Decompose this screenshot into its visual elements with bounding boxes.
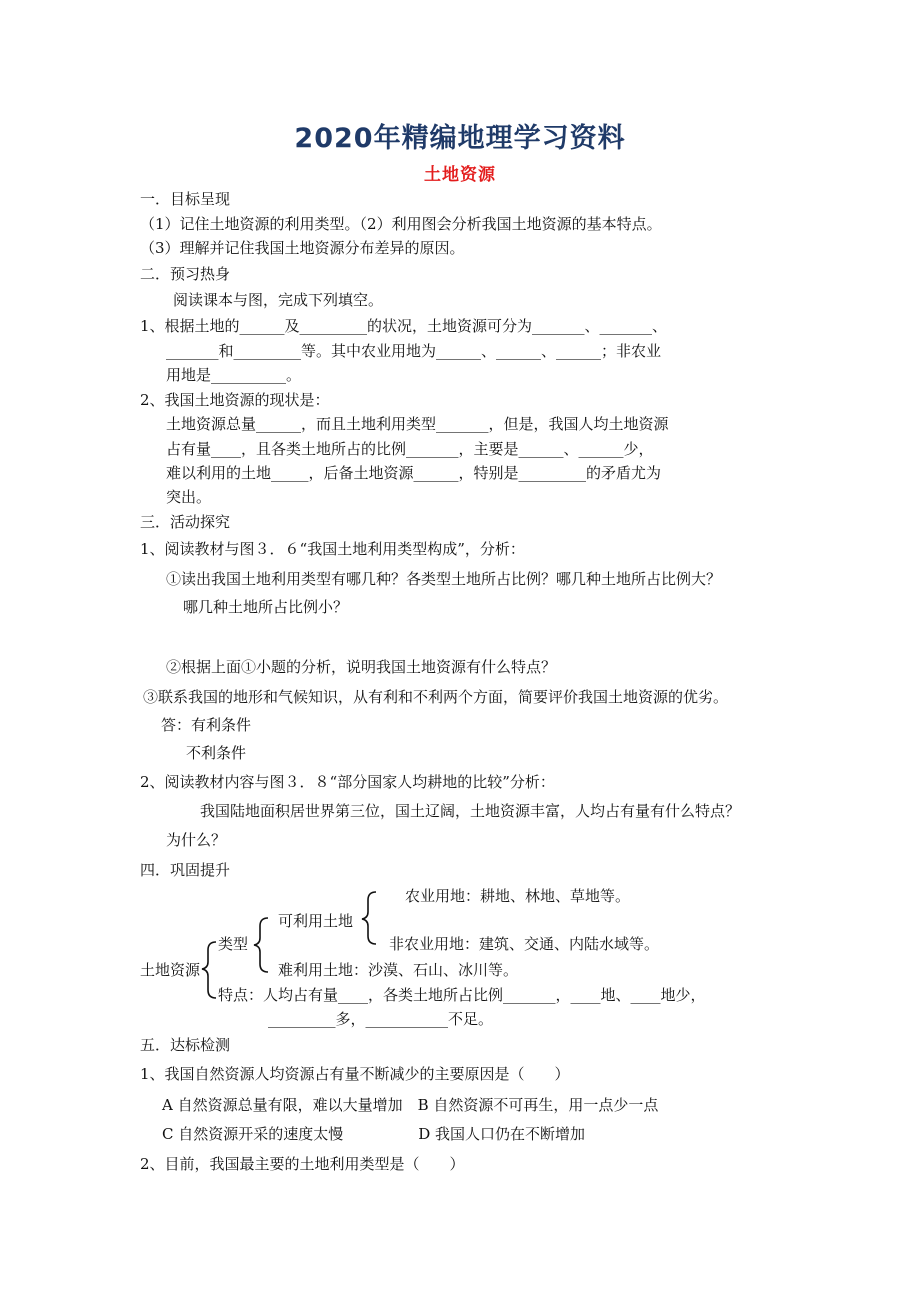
section-heading-explore: 三．活动探究 [140,513,231,531]
preview-q2-line-3: 难以利用的土地_____，后备土地资源______，特别是_________的矛盾尤为 [166,464,662,482]
answer-favorable: 答：有利条件 [161,716,252,734]
explore-q2-line-2: 为什么？ [166,831,227,849]
section-heading-consolidate: 四．巩固提升 [140,861,231,879]
tree-nonagri-land: 非农业用地：建筑、交通、内陆水域等。 [389,935,660,953]
tree-agri-land: 农业用地：耕地、林地、草地等。 [405,887,631,905]
preview-q2-line-2: 占有量____，且各类土地所占的比例_______，主要是______、______少， [166,440,654,458]
explore-q1b: ②根据上面①小题的分析，说明我国土地资源有什么特点？ [166,658,557,676]
preview-q1-line-3: 用地是__________。 [166,366,302,384]
tree-type: 类型 [218,935,249,953]
page-subtitle: 土地资源 [424,165,496,185]
tree-root-land-resources: 土地资源 [140,961,201,979]
explore-q1a-line-1: ①读出我国土地利用类型有哪几种？各类型土地所占比例？哪几种土地所占比例大？ [166,570,722,588]
preview-q1-line-1: 1、根据土地的______及_________的状况，土地资源可分为_______、_______、 [140,317,668,335]
section-heading-preview: 二．预习热身 [140,265,231,283]
preview-q2-line-1: 土地资源总量______，而且土地利用类型_______，但是，我国人均土地资源 [166,415,669,433]
answer-unfavorable: 不利条件 [186,744,247,762]
explore-q2: 2、阅读教材内容与图３．８“部分国家人均耕地的比较”分析： [140,773,555,791]
preview-q2-line-4: 突出。 [166,488,212,506]
test-q1-options-ab: A 自然资源总量有限，难以大量增加 B 自然资源不可再生，用一点少一点 [162,1096,659,1114]
brace-usable [362,892,376,944]
section-heading-test: 五．达标检测 [140,1036,231,1054]
tree-feature-line-2: _________多，___________不足。 [268,1010,494,1028]
brace-root [202,942,216,998]
preview-intro: 阅读课本与图，完成下列填空。 [173,291,384,309]
tree-feature-line-1: 特点：人均占有量____，各类土地所占比例_______，____地、____地少， [218,986,706,1004]
test-q1: 1、我国自然资源人均资源占有量不断减少的主要原因是（ ） [140,1065,570,1083]
preview-q2-line-0: 2、我国土地资源的现状是： [140,391,330,409]
explore-q2-line-1: 我国陆地面积居世界第三位，国土辽阔，土地资源丰富，人均占有量有什么特点？ [200,802,741,820]
page-title: 2020年精编地理学习资料 [294,123,626,154]
test-q2: 2、目前，我国最主要的土地利用类型是（ ） [140,1155,465,1173]
preview-q1-line-2: _______和_________等。其中农业用地为______、______、______；非农业 [166,342,662,360]
section-heading-goals: 一．目标呈现 [140,190,231,208]
explore-q1c: ③联系我国的地形和气候知识，从有利和不利两个方面，简要评价我国土地资源的优劣。 [143,688,729,706]
tree-hard-land: 难利用土地：沙漠、石山、冰川等。 [278,961,519,979]
test-q1-options-cd: C 自然资源开采的速度太慢 D 我国人口仍在不断增加 [162,1125,586,1143]
explore-q1: 1、阅读教材与图３．６“我国土地利用类型构成”，分析： [140,540,525,558]
goal-line-2: （3）理解并记住我国土地资源分布差异的原因。 [140,239,465,257]
brace-type [254,918,268,972]
explore-q1a-line-2: 哪几种土地所占比例小？ [183,598,349,616]
goal-line-1: （1）记住土地资源的利用类型。（2）利用图会分析我国土地资源的基本特点。 [140,215,662,233]
tree-usable-land: 可利用土地 [278,912,354,930]
